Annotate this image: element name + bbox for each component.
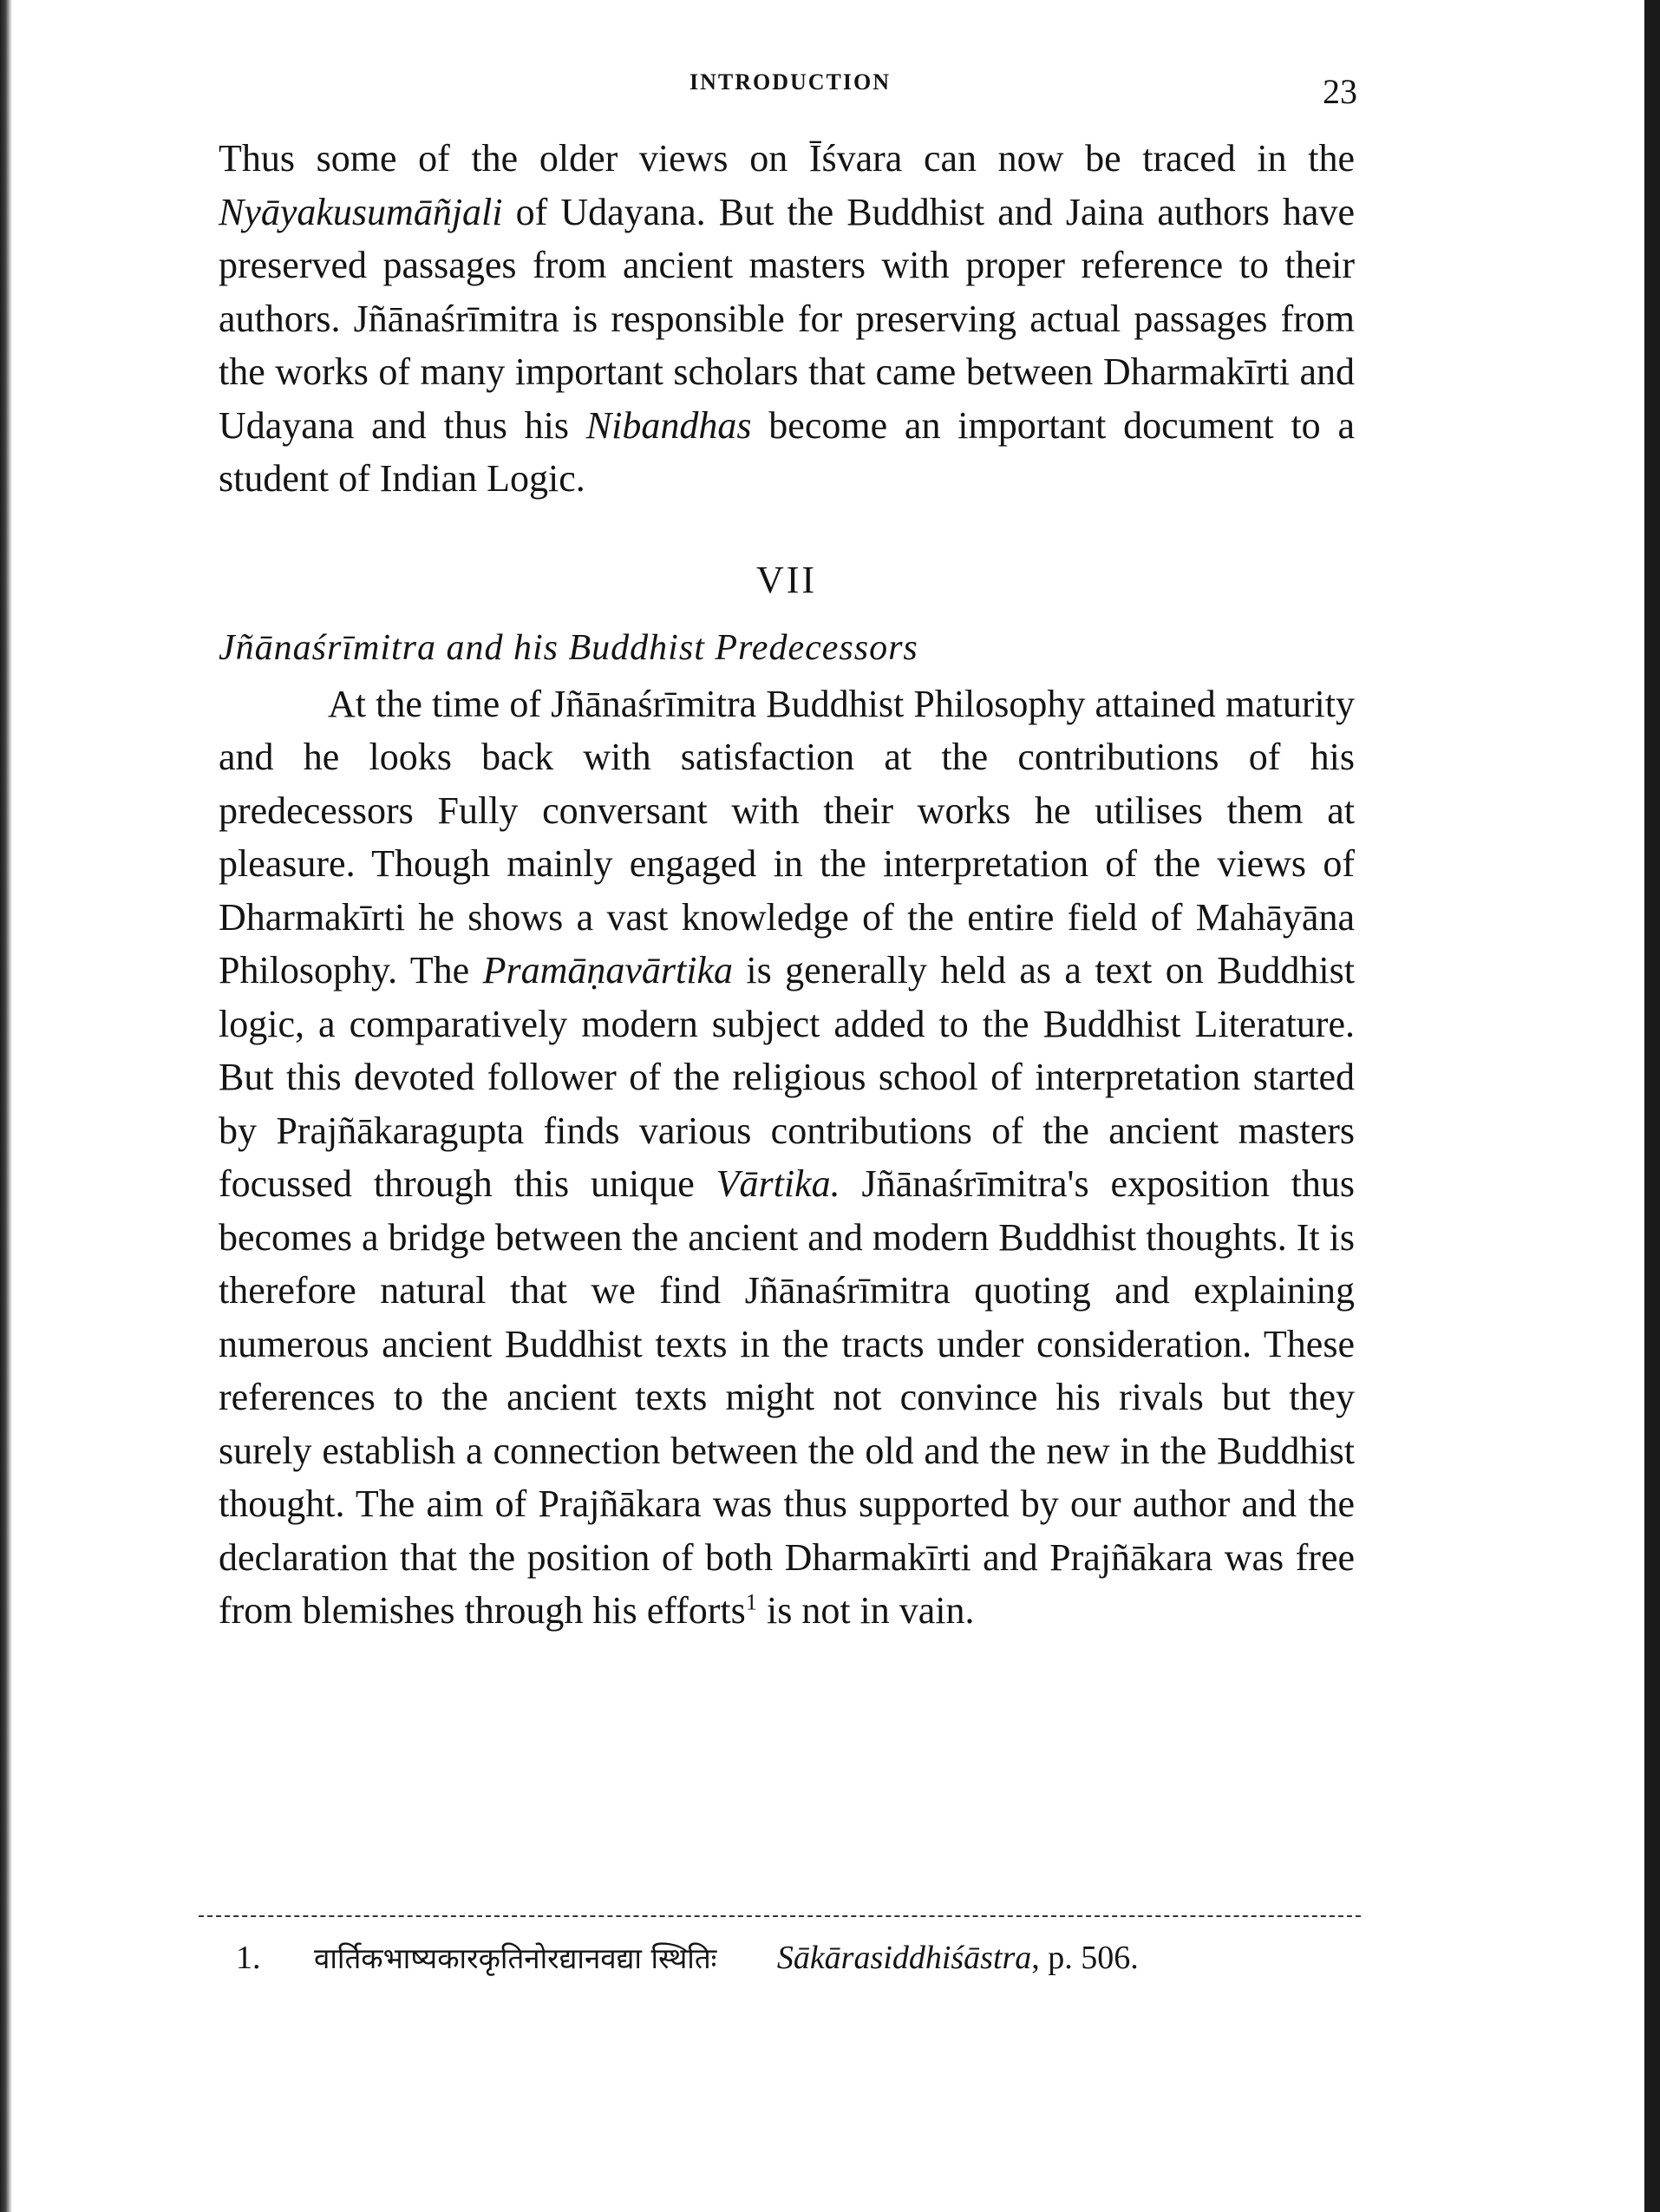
footnote-source-page: , p. 506. bbox=[1031, 1940, 1139, 1976]
footnote-source bbox=[777, 1940, 1139, 1976]
paragraph-1-text-c: become an important document to a student of Indian Logic. bbox=[219, 403, 1355, 500]
work-title-vartika: Vārtika. bbox=[716, 1162, 840, 1205]
paragraph-1 bbox=[219, 132, 1355, 506]
work-title-nibandhas: Nibandhas bbox=[585, 403, 752, 447]
page-edge-left bbox=[0, 0, 12, 2212]
footnote-source-title: Sākārasiddhiśāstra bbox=[776, 1940, 1032, 1976]
page-edge-right bbox=[1644, 0, 1660, 2212]
page-number: 23 bbox=[1323, 72, 1357, 111]
footnote bbox=[236, 1936, 1363, 1980]
paragraph-2 bbox=[219, 677, 1355, 1638]
footnote-number: 1. bbox=[236, 1940, 261, 1976]
footnote-divider bbox=[199, 1915, 1361, 1917]
paragraph-1-text-b: of Udayana. But the Buddhist and Jaina authors have preserved passages from ancient masters with proper reference to their authors. Jñānaśrīmitra is responsible for preserving actual passages from the works of many important scholars that came between Dharmakīrti and Udayana and thus his bbox=[219, 190, 1355, 447]
paragraph-2-text-a: At the time of Jñānaśrīmitra Buddhist Philosophy attained maturity and he looks back with satisfaction at the contributions of his predecessors Fully conversant with their works he utilises them at pleasure. Though mainly engaged in the interpretation of the views of Dharmakīrti he shows a vast knowledge of the entire field of Mahāyāna Philosophy. The bbox=[219, 682, 1355, 991]
work-title-pramanavartika: Pramāṇavārtika bbox=[482, 949, 733, 991]
header-title: INTRODUCTION bbox=[689, 69, 892, 95]
footnote-sanskrit-quote: वार्तिकभाष्यकारकृतिनोरद्यानवद्या स्थितिः bbox=[314, 1941, 717, 1975]
footnote-marker: 1 bbox=[745, 1588, 757, 1615]
section-title: Jñānaśrīmitra and his Buddhist Predecessors bbox=[219, 627, 918, 668]
section-number: VII bbox=[755, 558, 818, 601]
paragraph-2-text-c: Jñānaśrīmitra's exposition thus becomes a bridge between the ancient and modern Buddhist thoughts. It is therefore natural that we find Jñānaśrīmitra quoting and explaining numerous ancient Buddhist texts in the tracts under consideration. These references to the ancient texts might not convince his rivals but they surely establish a connection between the old and the new in the Buddhist thought. The aim of Prajñākara was thus supported by our author and the declaration that the position of both Dharmakīrti and Prajñākara was free from blemishes through his efforts bbox=[219, 1162, 1355, 1632]
paragraph-2-text-b: is generally held as a text on Buddhist logic, a comparatively modern subject added to the Buddhist Literature. But this devoted follower of the religious school of interpretation started by Prajñākaragupta finds various contributions of the ancient masters focussed through this unique bbox=[219, 949, 1356, 1205]
main-text bbox=[219, 132, 1355, 1638]
running-header bbox=[223, 69, 1357, 113]
paragraph-2-text-d: is not in vain. bbox=[756, 1589, 975, 1632]
paragraph-1-text-a: Thus some of the older views on Īśvara can now be traced in the bbox=[219, 137, 1355, 180]
work-title-nyayakusumanjali: Nyāyakusumāñjali bbox=[219, 190, 503, 233]
